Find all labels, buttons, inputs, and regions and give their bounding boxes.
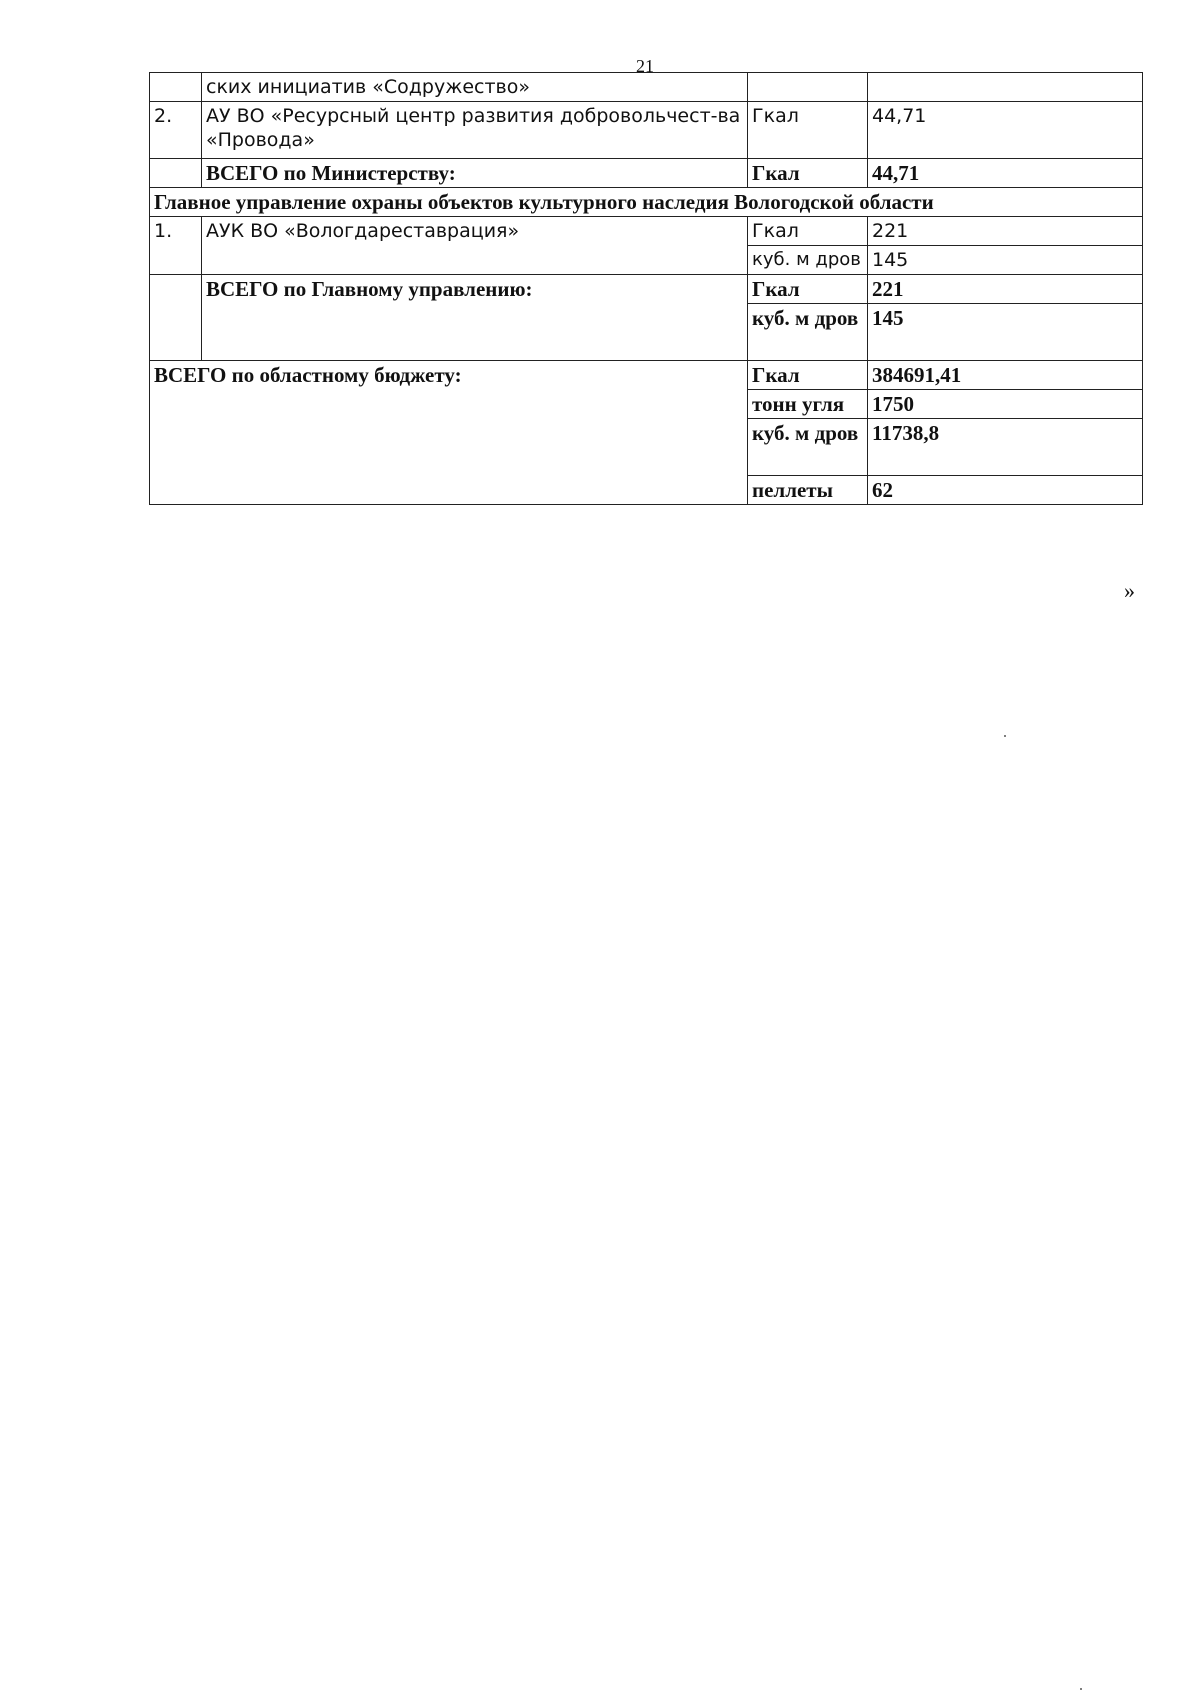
unit-cell: куб. м дров [748,419,868,476]
row-number-cell: 1. [150,217,202,275]
value-cell: 62 [868,476,1143,505]
row-number-cell [150,159,202,188]
total-label-cell: ВСЕГО по Министерству: [202,159,748,188]
value-cell: 221 [868,217,1143,246]
unit-cell: Гкал [748,217,868,246]
value-cell: 1750 [868,390,1143,419]
scan-speck [1004,735,1006,737]
table-row [150,159,1143,188]
page-number: 21 [636,56,654,76]
grand-total-label-cell: ВСЕГО по областному бюджету: [150,361,748,505]
value-cell: 145 [868,246,1143,275]
row-number-cell [150,73,202,102]
table-row [150,188,1143,217]
fuel-table [149,72,1143,505]
value-cell: 44,71 [868,102,1143,159]
unit-cell: куб. м дров [748,246,868,275]
table-row [150,275,1143,304]
unit-cell: Гкал [748,275,868,304]
table-row [150,73,1143,102]
unit-cell: тонн угля [748,390,868,419]
section-heading-cell: Главное управление охраны объектов культурного наследия Вологодской области [150,188,1143,217]
value-cell: 11738,8 [868,419,1143,476]
scan-speck [1080,1688,1082,1690]
table-row [150,217,1143,246]
unit-cell: Гкал [748,361,868,390]
table-row [150,102,1143,159]
org-name-cell: АУК ВО «Вологдареставрация» [202,217,748,275]
unit-cell: куб. м дров [748,304,868,361]
unit-cell: Гкал [748,102,868,159]
row-number-cell [150,275,202,361]
table-row [150,361,1143,390]
org-name-cell: ских инициатив «Содружество» [202,73,748,102]
value-cell: 221 [868,275,1143,304]
row-number-cell: 2. [150,102,202,159]
unit-cell: Гкал [748,159,868,188]
closing-quote-mark: » [1124,578,1135,603]
value-cell: 384691,41 [868,361,1143,390]
value-cell: 44,71 [868,159,1143,188]
value-cell [868,73,1143,102]
unit-cell [748,73,868,102]
total-label-cell: ВСЕГО по Главному управлению: [202,275,748,361]
value-cell: 145 [868,304,1143,361]
org-name-cell: АУ ВО «Ресурсный центр развития добровольчест-ва «Провода» [202,102,748,159]
unit-cell: пеллеты [748,476,868,505]
